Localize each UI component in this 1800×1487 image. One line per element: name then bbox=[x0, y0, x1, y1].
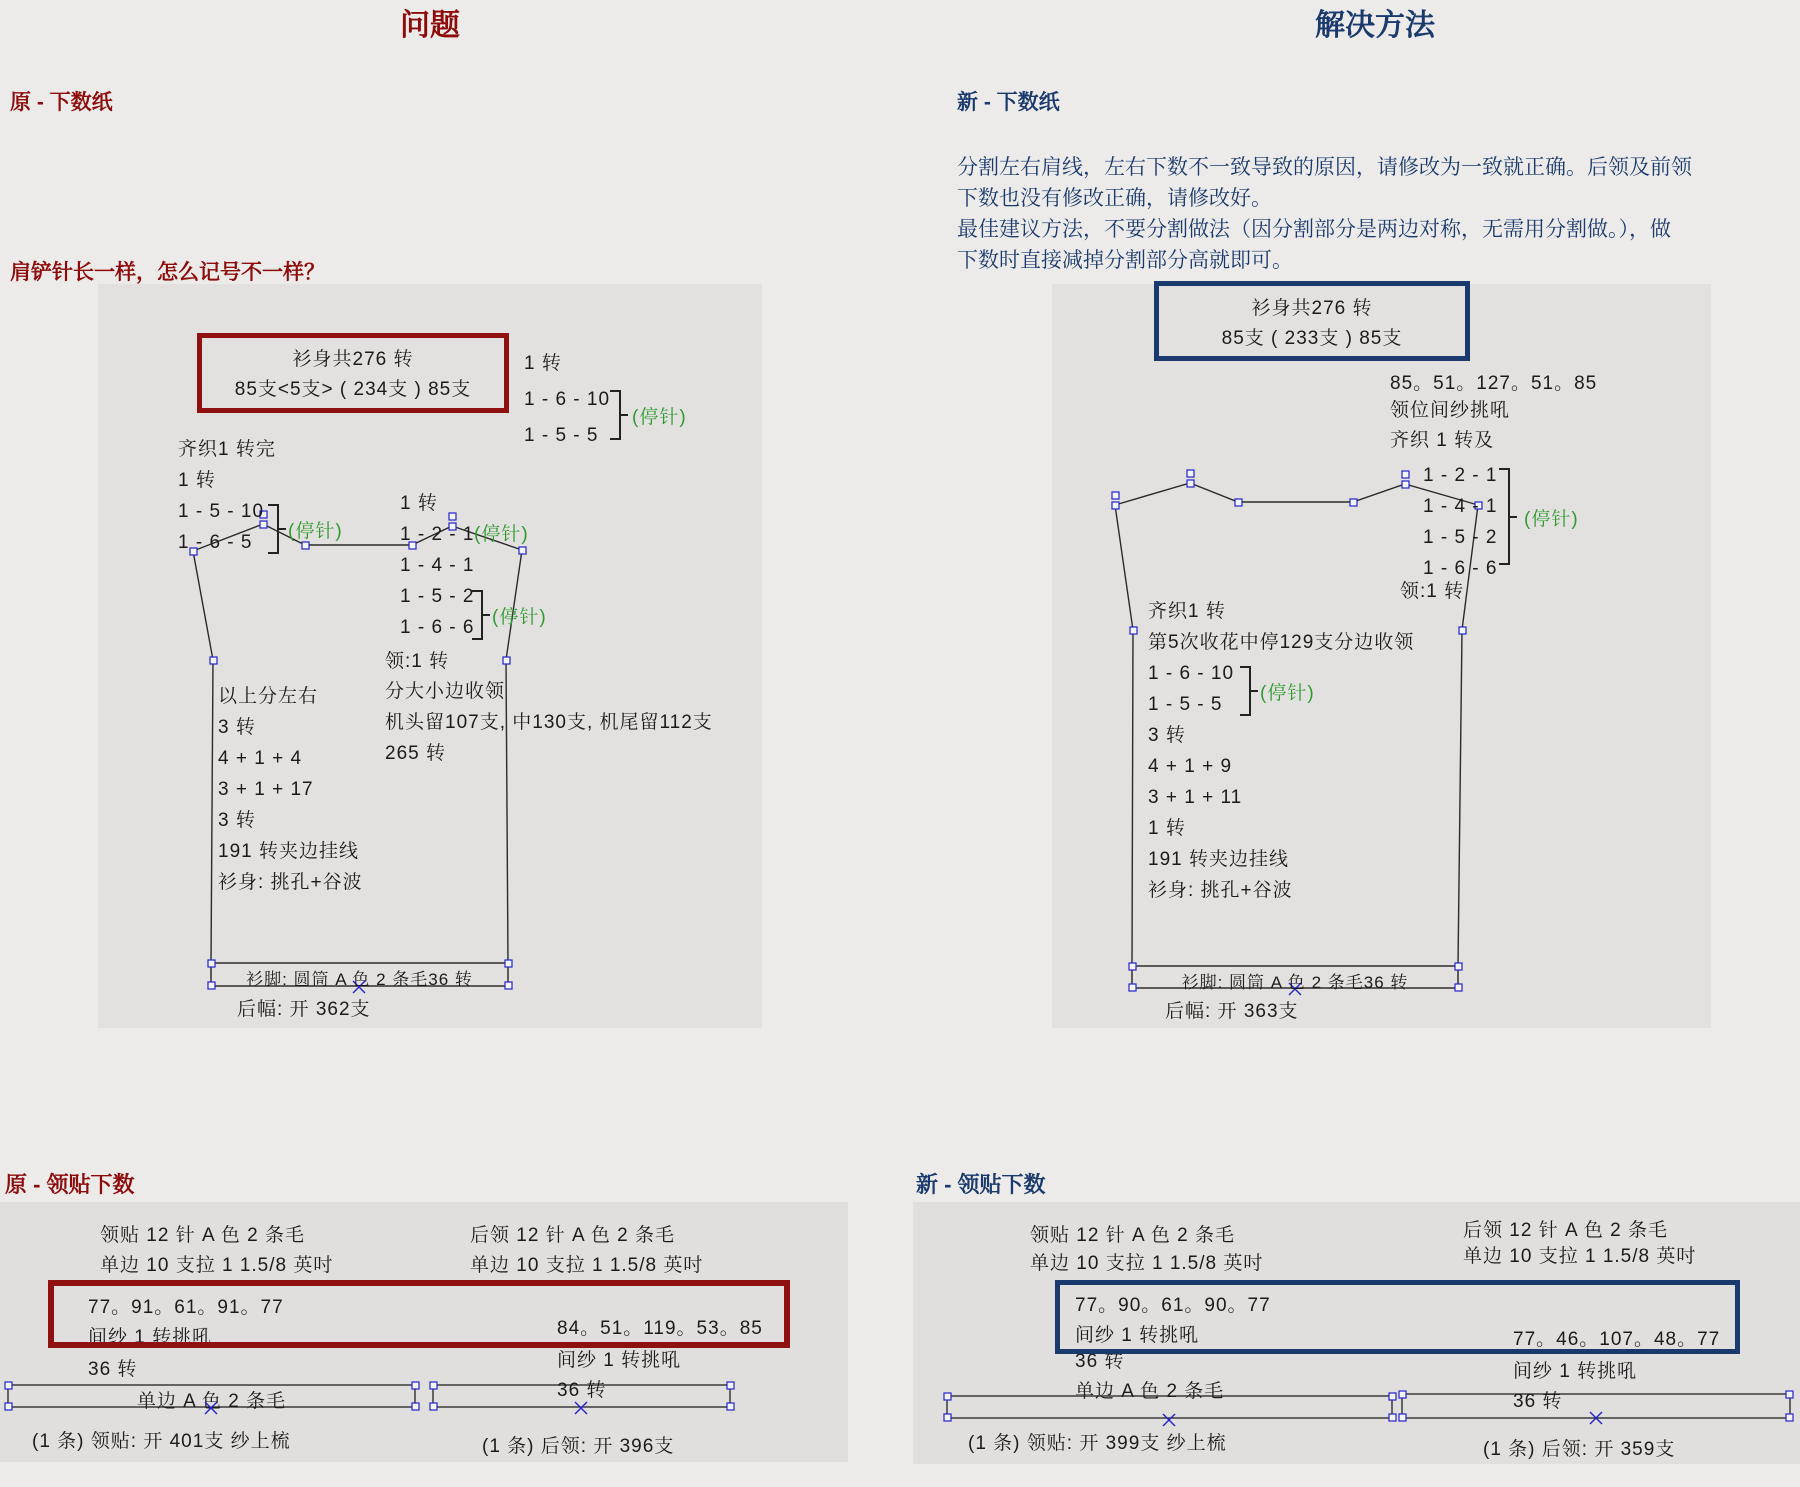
backneck-spec: 单边 10 支拉 1 1.5/8 英吋 bbox=[470, 1255, 704, 1276]
count-row: 3 + 1 + 11 bbox=[1148, 787, 1243, 808]
count-row: 1 - 5 - 2 bbox=[400, 586, 475, 607]
note-row: 191 转夹边挂线 bbox=[218, 841, 359, 862]
body-turns-highlight-box-old bbox=[197, 333, 509, 413]
count-row: 1 - 6 - 6 bbox=[400, 617, 475, 638]
bracket-shape bbox=[268, 504, 279, 554]
backneck-band-rect bbox=[1402, 1394, 1790, 1418]
problem-title: 问题 bbox=[400, 9, 460, 42]
left-side-line bbox=[1115, 505, 1133, 966]
count-row: 1 - 5 - 5 bbox=[524, 425, 599, 446]
solution-note-line: 分割左右肩线，左右下数不一致导致的原因，请修改为一致就正确。后领及前领 bbox=[957, 156, 1692, 179]
body-turns-line1: 衫身共276 转 bbox=[1251, 298, 1373, 319]
collar-header: 领贴 12 针 A 色 2 条毛 bbox=[1030, 1225, 1235, 1246]
count-row: 1 转 bbox=[400, 493, 438, 514]
backneck-header: 后领 12 针 A 色 2 条毛 bbox=[470, 1225, 675, 1246]
back-width-label: 后幅: 开 363支 bbox=[1165, 1001, 1299, 1022]
neckband-bands-new bbox=[913, 1202, 1800, 1464]
shoulder-notes bbox=[1390, 396, 1510, 456]
new-sheet-diagram-panel bbox=[1052, 284, 1711, 1028]
count-row: 3 转 bbox=[1148, 725, 1186, 746]
bracket-shape bbox=[1240, 666, 1251, 716]
stop-needle-label: (停针) bbox=[632, 407, 687, 428]
backneck-yarn-note: 间纱 1 转挑吼 bbox=[557, 1350, 682, 1371]
neck-right-rows bbox=[1423, 460, 1497, 584]
solution-note-line: 下数时直接减掉分割部分高就即可。 bbox=[957, 249, 1293, 272]
collar-band-label: 单边 A 色 2 条毛 bbox=[136, 1391, 287, 1412]
neckband-bands-old bbox=[0, 1202, 848, 1462]
note-row: 3 转 bbox=[218, 810, 256, 831]
stop-needle-label: (停针) bbox=[1260, 683, 1315, 704]
collar-yarn-note: 间纱 1 转挑吼 bbox=[1075, 1325, 1200, 1346]
collar-open-count: (1 条) 领贴: 开 401支 纱上梳 bbox=[32, 1431, 291, 1452]
collar-turns: 36 转 bbox=[88, 1359, 138, 1380]
shoulder-counts: 85。51。127。51。85 bbox=[1390, 373, 1598, 394]
note-row: 齐织1 转 bbox=[1148, 601, 1226, 622]
note-row: 以上分左右 bbox=[218, 686, 319, 707]
new-sheet-label: 新 - 下数纸 bbox=[957, 91, 1060, 114]
count-row: 1 - 6 - 6 bbox=[1423, 558, 1498, 579]
shoulder-right-rows bbox=[524, 346, 610, 454]
count-row: 1 - 5 - 10 bbox=[178, 501, 265, 522]
shoulder-left-rows bbox=[178, 434, 276, 558]
count-row: 1 - 6 - 10 bbox=[524, 389, 611, 410]
backneck-open-count: (1 条) 后领: 开 359支 bbox=[1483, 1439, 1676, 1460]
note-row: 衫身: 挑孔+谷波 bbox=[1148, 880, 1293, 901]
old-sheet-label: 原 - 下数纸 bbox=[10, 91, 113, 114]
note-row: 第5次收花中停129支分边收领 bbox=[1148, 632, 1415, 653]
collar-band-rect bbox=[8, 1385, 415, 1407]
note-row: 3 转 bbox=[218, 717, 256, 738]
note-row: 分大小边收领 bbox=[385, 681, 506, 702]
count-row: 1 - 5 - 5 bbox=[1148, 694, 1223, 715]
center-x-mark bbox=[1163, 1412, 1602, 1426]
neck-turn-label: 领:1 转 bbox=[1400, 581, 1465, 602]
body-stitches-line2: 85支 ( 233支 ) 85支 bbox=[1221, 328, 1403, 349]
count-row: 1 - 2 - 1 bbox=[1423, 465, 1498, 486]
body-turns-line1: 衫身共276 转 bbox=[292, 349, 414, 370]
note-row: 191 转夹边挂线 bbox=[1148, 849, 1289, 870]
neck-mid-rows bbox=[400, 488, 474, 643]
count-row: 1 - 6 - 10 bbox=[1148, 663, 1235, 684]
count-row: 1 - 2 - 1 bbox=[400, 524, 475, 545]
body-turns-highlight-box-new bbox=[1154, 281, 1470, 361]
collar-counts: 77。90。61。90。77 bbox=[1075, 1295, 1271, 1316]
backneck-spec: 单边 10 支拉 1 1.5/8 英吋 bbox=[1463, 1246, 1697, 1267]
backneck-counts: 77。46。107。48。77 bbox=[1513, 1329, 1721, 1350]
collar-turns: 36 转 bbox=[1075, 1351, 1125, 1372]
stop-needle-label: (停针) bbox=[474, 524, 529, 545]
hem-band-label: 衫脚: 圆筒 A 色 2 条毛36 转 bbox=[1181, 973, 1409, 992]
body-stitches-line2: 85支<5支> ( 234支 ) 85支 bbox=[234, 379, 472, 400]
collar-band-rect bbox=[947, 1396, 1392, 1418]
body-rows bbox=[1148, 596, 1414, 906]
collar-open-count: (1 条) 领贴: 开 399支 纱上梳 bbox=[968, 1433, 1227, 1454]
neck-turn-label: 领:1 转 bbox=[385, 651, 450, 672]
backneck-open-count: (1 条) 后领: 开 396支 bbox=[482, 1436, 675, 1457]
collar-band-label: 单边 A 色 2 条毛 bbox=[1075, 1381, 1225, 1402]
solution-note-line: 最佳建议方法，不要分割做法（因分割部分是两边对称，无需用分割做。），做 bbox=[957, 218, 1671, 241]
bracket-shape bbox=[472, 590, 483, 640]
note-row: 3 + 1 + 17 bbox=[218, 779, 314, 800]
new-neckband-label: 新 - 领贴下数 bbox=[916, 1172, 1046, 1197]
body-left-rows bbox=[218, 681, 363, 898]
count-row: 齐织1 转完 bbox=[178, 439, 276, 460]
note-row: 齐织 1 转及 bbox=[1390, 430, 1495, 451]
solution-note-line: 下数也没有修改正确，请修改好。 bbox=[957, 187, 1272, 210]
collar-spec: 单边 10 支拉 1 1.5/8 英吋 bbox=[100, 1255, 334, 1276]
old-neckband-panel bbox=[0, 1202, 848, 1462]
stop-needle-label: (停针) bbox=[492, 607, 547, 628]
stop-needle-label: (停针) bbox=[1524, 509, 1579, 530]
note-row: 领位间纱挑吼 bbox=[1390, 400, 1511, 421]
left-side-line bbox=[193, 551, 213, 963]
old-sheet-diagram-panel bbox=[98, 284, 762, 1028]
collar-spec: 单边 10 支拉 1 1.5/8 英吋 bbox=[1030, 1253, 1264, 1274]
count-row: 4 + 1 + 9 bbox=[1148, 756, 1233, 777]
backneck-band-rect bbox=[433, 1385, 730, 1407]
count-row: 1 转 bbox=[524, 353, 562, 374]
note-row: 机头留107支, 中130支, 机尾留112支 bbox=[385, 712, 713, 733]
solution-title: 解决方法 bbox=[1315, 9, 1435, 42]
backneck-yarn-note: 间纱 1 转挑吼 bbox=[1513, 1361, 1638, 1382]
count-row: 1 - 6 - 5 bbox=[178, 532, 253, 553]
stop-needle-label: (停针) bbox=[288, 521, 343, 542]
count-row: 1 - 5 - 2 bbox=[1423, 527, 1498, 548]
count-row: 1 - 4 - 1 bbox=[400, 555, 475, 576]
old-neckband-label: 原 - 领贴下数 bbox=[5, 1172, 135, 1197]
backneck-header: 后领 12 针 A 色 2 条毛 bbox=[1463, 1220, 1668, 1241]
count-row: 1 - 4 - 1 bbox=[1423, 496, 1498, 517]
center-x-mark bbox=[205, 1402, 587, 1414]
neck-split-notes bbox=[385, 676, 713, 769]
solution-notes bbox=[957, 152, 1797, 276]
new-neckband-panel bbox=[913, 1202, 1800, 1464]
count-row: 1 转 bbox=[178, 470, 216, 491]
backneck-counts: 84。51。119。53。85 bbox=[557, 1318, 763, 1339]
count-row: 1 转 bbox=[1148, 818, 1186, 839]
bracket-shape bbox=[1499, 468, 1510, 565]
problem-question: 肩铲针长一样，怎么记号不一样？ bbox=[10, 261, 325, 284]
collar-header: 领贴 12 针 A 色 2 条毛 bbox=[100, 1225, 305, 1246]
note-row: 265 转 bbox=[385, 743, 446, 764]
collar-yarn-note: 间纱 1 转挑吼 bbox=[88, 1327, 213, 1348]
note-row: 4 + 1 + 4 bbox=[218, 748, 303, 769]
bracket-shape bbox=[610, 390, 621, 440]
selection-handles[interactable] bbox=[5, 1382, 734, 1410]
backneck-turns: 36 转 bbox=[557, 1380, 607, 1401]
note-row: 衫身: 挑孔+谷波 bbox=[218, 872, 363, 893]
backneck-turns: 36 转 bbox=[1513, 1391, 1563, 1412]
back-width-label: 后幅: 开 362支 bbox=[237, 999, 371, 1020]
collar-counts: 77。91。61。91。77 bbox=[88, 1297, 284, 1318]
hem-band-label: 衫脚: 圆筒 A 色 2 条毛36 转 bbox=[246, 970, 473, 989]
